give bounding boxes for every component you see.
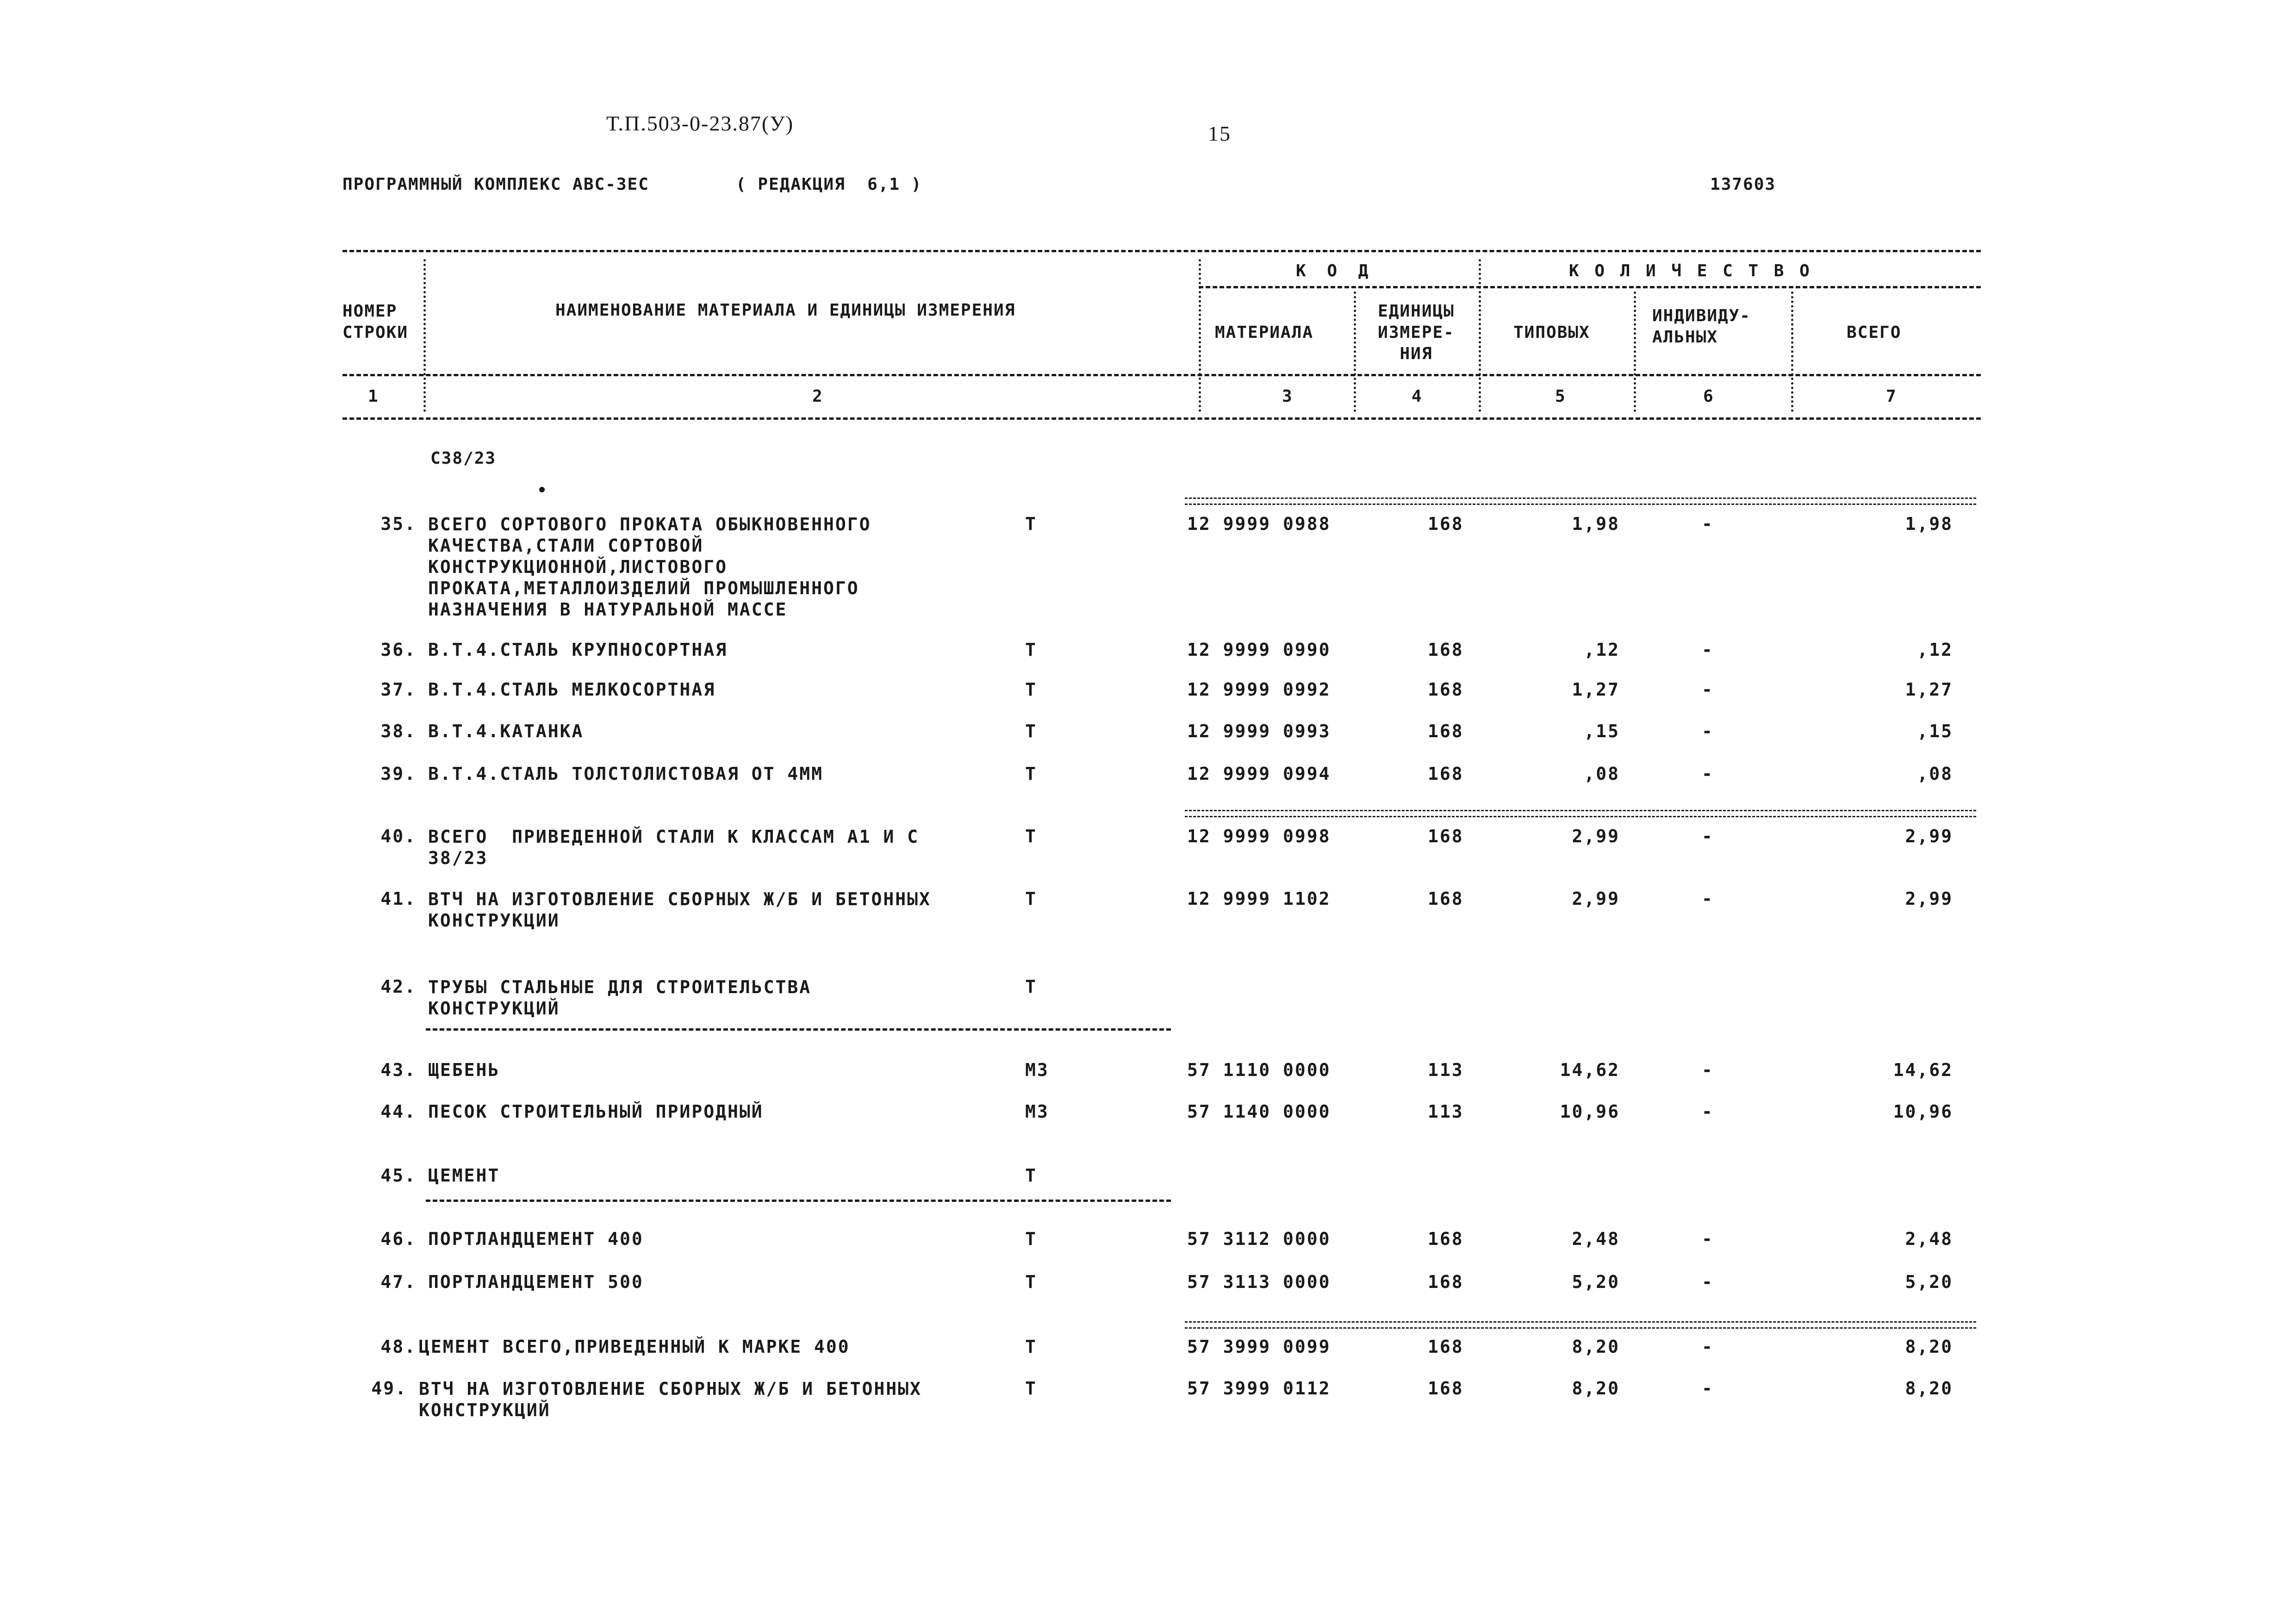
qty-individual: - bbox=[1702, 1378, 1714, 1399]
row-number: 37. bbox=[380, 679, 417, 700]
qty-total: ,12 bbox=[1917, 640, 1953, 660]
measure-unit: Т bbox=[1025, 976, 1037, 997]
separator-col6 bbox=[1791, 292, 1793, 412]
qty-total: 2,99 bbox=[1905, 826, 1953, 846]
header-qty-typical: ТИПОВЫХ bbox=[1513, 323, 1590, 342]
material-code: 57 3999 0112 bbox=[1187, 1378, 1331, 1399]
qty-typical: ,08 bbox=[1584, 764, 1620, 784]
qty-individual: - bbox=[1702, 1060, 1714, 1080]
measure-unit: М3 bbox=[1025, 1101, 1049, 1122]
measure-unit: Т bbox=[1025, 679, 1037, 700]
material-code: 57 3112 0000 bbox=[1187, 1229, 1331, 1249]
measure-unit: Т bbox=[1025, 1378, 1037, 1399]
qty-total: ,08 bbox=[1917, 764, 1953, 784]
unit-code: 168 bbox=[1428, 889, 1464, 909]
qty-total: 1,98 bbox=[1905, 514, 1953, 534]
material-name: ВСЕГО СОРТОВОГО ПРОКАТА ОБЫКНОВЕННОГО КАЧЕСТВА,СТАЛИ СОРТОВОЙ КОНСТРУКЦИОННОЙ,ЛИСТОВОГО ПРОКАТА,МЕТАЛЛОИЗДЕЛИЙ ПРОМЫШЛЕННОГО НАЗНАЧЕНИЯ В НАТУРАЛЬНОЙ МАССЕ bbox=[428, 514, 871, 620]
subtotal-rule-40 bbox=[1185, 810, 1976, 817]
row-number: 47. bbox=[380, 1272, 417, 1292]
material-code: 12 9999 0992 bbox=[1187, 679, 1331, 700]
material-name: ТРУБЫ СТАЛЬНЫЕ ДЛЯ СТРОИТЕЛЬСТВА КОНСТРУКЦИЙ bbox=[428, 977, 812, 1019]
qty-total: 8,20 bbox=[1905, 1337, 1953, 1357]
header-qty-group: К О Л И Ч Е С Т В О bbox=[1569, 261, 1812, 280]
header-qty-total: ВСЕГО bbox=[1847, 323, 1902, 342]
measure-unit: Т bbox=[1025, 764, 1037, 784]
header-qty-individual: ИНДИВИДУ- АЛЬНЫХ bbox=[1652, 306, 1751, 347]
unit-code: 168 bbox=[1428, 1337, 1464, 1357]
col-number-1: 1 bbox=[368, 387, 379, 406]
edition-label: ( РЕДАКЦИЯ 6,1 ) bbox=[736, 175, 922, 194]
qty-individual: - bbox=[1702, 721, 1714, 741]
material-code: 12 9999 0993 bbox=[1187, 721, 1331, 741]
header-code-material: МАТЕРИАЛА bbox=[1215, 323, 1314, 342]
material-name: ПОРТЛАНДЦЕМЕНТ 500 bbox=[428, 1272, 644, 1292]
measure-unit: М3 bbox=[1025, 1060, 1049, 1080]
header-middle-rule bbox=[1199, 286, 1981, 288]
material-name: В.Т.4.СТАЛЬ КРУПНОСОРТНАЯ bbox=[428, 640, 728, 660]
material-name: ПЕСОК СТРОИТЕЛЬНЫЙ ПРИРОДНЫЙ bbox=[428, 1101, 764, 1122]
material-name: ЦЕМЕНТ ВСЕГО,ПРИВЕДЕННЫЙ К МАРКЕ 400 bbox=[419, 1337, 850, 1357]
unit-code: 168 bbox=[1428, 640, 1464, 660]
row-number: 45. bbox=[380, 1165, 417, 1186]
qty-individual: - bbox=[1702, 826, 1714, 846]
program-title: ПРОГРАММНЫЙ КОМПЛЕКС АВС-3ЕС bbox=[342, 175, 649, 194]
measure-unit: Т bbox=[1025, 889, 1037, 909]
subtotal-rule-35 bbox=[1185, 497, 1976, 505]
unit-code: 168 bbox=[1428, 764, 1464, 784]
qty-typical: 14,62 bbox=[1560, 1060, 1620, 1080]
material-code: 12 9999 0988 bbox=[1187, 514, 1331, 534]
unit-code: 113 bbox=[1428, 1101, 1464, 1122]
header-name: НАИМЕНОВАНИЕ МАТЕРИАЛА И ЕДИНИЦЫ ИЗМЕРЕНИЯ bbox=[555, 301, 1016, 320]
col-number-7: 7 bbox=[1886, 387, 1897, 406]
measure-unit: Т bbox=[1025, 514, 1037, 534]
qty-individual: - bbox=[1702, 1101, 1714, 1122]
qty-typical: 1,98 bbox=[1572, 514, 1620, 534]
qty-total: 2,99 bbox=[1905, 889, 1953, 909]
qty-total: 14,62 bbox=[1893, 1060, 1953, 1080]
col-number-2: 2 bbox=[812, 387, 823, 406]
qty-total: 5,20 bbox=[1905, 1272, 1953, 1292]
document-code: Т.П.503-0-23.87(У) bbox=[606, 112, 794, 135]
material-name: ЩЕБЕНЬ bbox=[428, 1060, 500, 1080]
qty-typical: 2,99 bbox=[1572, 826, 1620, 846]
row-number: 38. bbox=[380, 721, 417, 741]
qty-typical: 2,99 bbox=[1572, 889, 1620, 909]
page-number: 15 bbox=[1208, 122, 1231, 145]
col-number-4: 4 bbox=[1412, 387, 1423, 406]
separator-col2 bbox=[1199, 259, 1201, 412]
material-code: 57 1110 0000 bbox=[1187, 1060, 1331, 1080]
row-number: 42. bbox=[380, 976, 417, 997]
material-name: В.Т.4.СТАЛЬ МЕЛКОСОРТНАЯ bbox=[428, 679, 716, 700]
material-name: ЦЕМЕНТ bbox=[428, 1165, 500, 1186]
row-number: 49. bbox=[371, 1378, 407, 1399]
col-number-3: 3 bbox=[1282, 387, 1293, 406]
material-code: 57 1140 0000 bbox=[1187, 1101, 1331, 1122]
row-number: 39. bbox=[380, 764, 417, 784]
qty-typical: 8,20 bbox=[1572, 1337, 1620, 1357]
qty-individual: - bbox=[1702, 1337, 1714, 1357]
unit-code: 168 bbox=[1428, 826, 1464, 846]
table-top-rule bbox=[342, 250, 1981, 252]
measure-unit: Т bbox=[1025, 826, 1037, 846]
measure-unit: Т bbox=[1025, 1337, 1037, 1357]
separator-col5 bbox=[1634, 292, 1636, 412]
qty-typical: 2,48 bbox=[1572, 1229, 1620, 1249]
material-code: 57 3113 0000 bbox=[1187, 1272, 1331, 1292]
qty-typical: ,12 bbox=[1584, 640, 1620, 660]
qty-typical: 1,27 bbox=[1572, 679, 1620, 700]
row-number: 40. bbox=[380, 826, 417, 846]
row-number: 41. bbox=[380, 889, 417, 909]
material-code: 12 9999 1102 bbox=[1187, 889, 1331, 909]
document-id: 137603 bbox=[1710, 175, 1776, 194]
qty-individual: - bbox=[1702, 679, 1714, 700]
unit-code: 168 bbox=[1428, 1272, 1464, 1292]
material-code: 12 9999 0990 bbox=[1187, 640, 1331, 660]
separator-col4 bbox=[1479, 259, 1481, 412]
qty-total: 10,96 bbox=[1893, 1101, 1953, 1122]
group-rule-45 bbox=[426, 1200, 1171, 1202]
col-number-5: 5 bbox=[1555, 387, 1566, 406]
header-bottom-rule bbox=[342, 374, 1981, 376]
group-rule-42 bbox=[426, 1028, 1171, 1031]
qty-individual: - bbox=[1702, 640, 1714, 660]
measure-unit: Т bbox=[1025, 640, 1037, 660]
separator-col3 bbox=[1354, 292, 1356, 412]
row-number: 36. bbox=[380, 640, 417, 660]
material-code: 12 9999 0994 bbox=[1187, 764, 1331, 784]
material-name: В.Т.4.СТАЛЬ ТОЛСТОЛИСТОВАЯ ОТ 4ММ bbox=[428, 764, 823, 784]
qty-total: 2,48 bbox=[1905, 1229, 1953, 1249]
bullet-mark bbox=[539, 487, 545, 492]
qty-individual: - bbox=[1702, 764, 1714, 784]
material-name: В.Т.4.КАТАНКА bbox=[428, 721, 584, 741]
material-name: ВТЧ НА ИЗГОТОВЛЕНИЕ СБОРНЫХ Ж/Б И БЕТОННЫХ КОНСТРУКЦИИ bbox=[428, 889, 931, 931]
unit-code: 168 bbox=[1428, 721, 1464, 741]
qty-total: 8,20 bbox=[1905, 1378, 1953, 1399]
material-code: 12 9999 0998 bbox=[1187, 826, 1331, 846]
qty-total: 1,27 bbox=[1905, 679, 1953, 700]
qty-individual: - bbox=[1702, 1272, 1714, 1292]
header-row-number: НОМЕР СТРОКИ bbox=[342, 302, 409, 342]
header-code-unit: ЕДИНИЦЫ ИЗМЕРЕ- НИЯ bbox=[1378, 302, 1455, 363]
subtotal-rule-48 bbox=[1185, 1321, 1976, 1329]
measure-unit: Т bbox=[1025, 1165, 1037, 1186]
qty-typical: 5,20 bbox=[1572, 1272, 1620, 1292]
qty-individual: - bbox=[1702, 514, 1714, 534]
qty-typical: ,15 bbox=[1584, 721, 1620, 741]
qty-typical: 8,20 bbox=[1572, 1378, 1620, 1399]
col-number-6: 6 bbox=[1703, 387, 1714, 406]
unit-code: 168 bbox=[1428, 679, 1464, 700]
row-number: 48. bbox=[380, 1337, 417, 1357]
material-code: 57 3999 0099 bbox=[1187, 1337, 1331, 1357]
row-number: 43. bbox=[380, 1060, 417, 1080]
section-label: С38/23 bbox=[430, 449, 497, 468]
material-name: ВТЧ НА ИЗГОТОВЛЕНИЕ СБОРНЫХ Ж/Б И БЕТОННЫХ КОНСТРУКЦИЙ bbox=[419, 1379, 922, 1420]
unit-code: 113 bbox=[1428, 1060, 1464, 1080]
column-number-rule bbox=[342, 417, 1981, 420]
unit-code: 168 bbox=[1428, 1229, 1464, 1249]
row-number: 35. bbox=[380, 514, 417, 534]
separator-col1 bbox=[423, 259, 426, 412]
row-number: 46. bbox=[380, 1229, 417, 1249]
material-name: ПОРТЛАНДЦЕМЕНТ 400 bbox=[428, 1229, 644, 1249]
qty-individual: - bbox=[1702, 889, 1714, 909]
qty-total: ,15 bbox=[1917, 721, 1953, 741]
measure-unit: Т bbox=[1025, 1229, 1037, 1249]
material-name: ВСЕГО ПРИВЕДЕННОЙ СТАЛИ К КЛАССАМ А1 И С 38/23 bbox=[428, 827, 919, 868]
measure-unit: Т bbox=[1025, 721, 1037, 741]
measure-unit: Т bbox=[1025, 1272, 1037, 1292]
row-number: 44. bbox=[380, 1101, 417, 1122]
header-code-group: К О Д bbox=[1296, 261, 1374, 280]
qty-typical: 10,96 bbox=[1560, 1101, 1620, 1122]
unit-code: 168 bbox=[1428, 1378, 1464, 1399]
unit-code: 168 bbox=[1428, 514, 1464, 534]
qty-individual: - bbox=[1702, 1229, 1714, 1249]
